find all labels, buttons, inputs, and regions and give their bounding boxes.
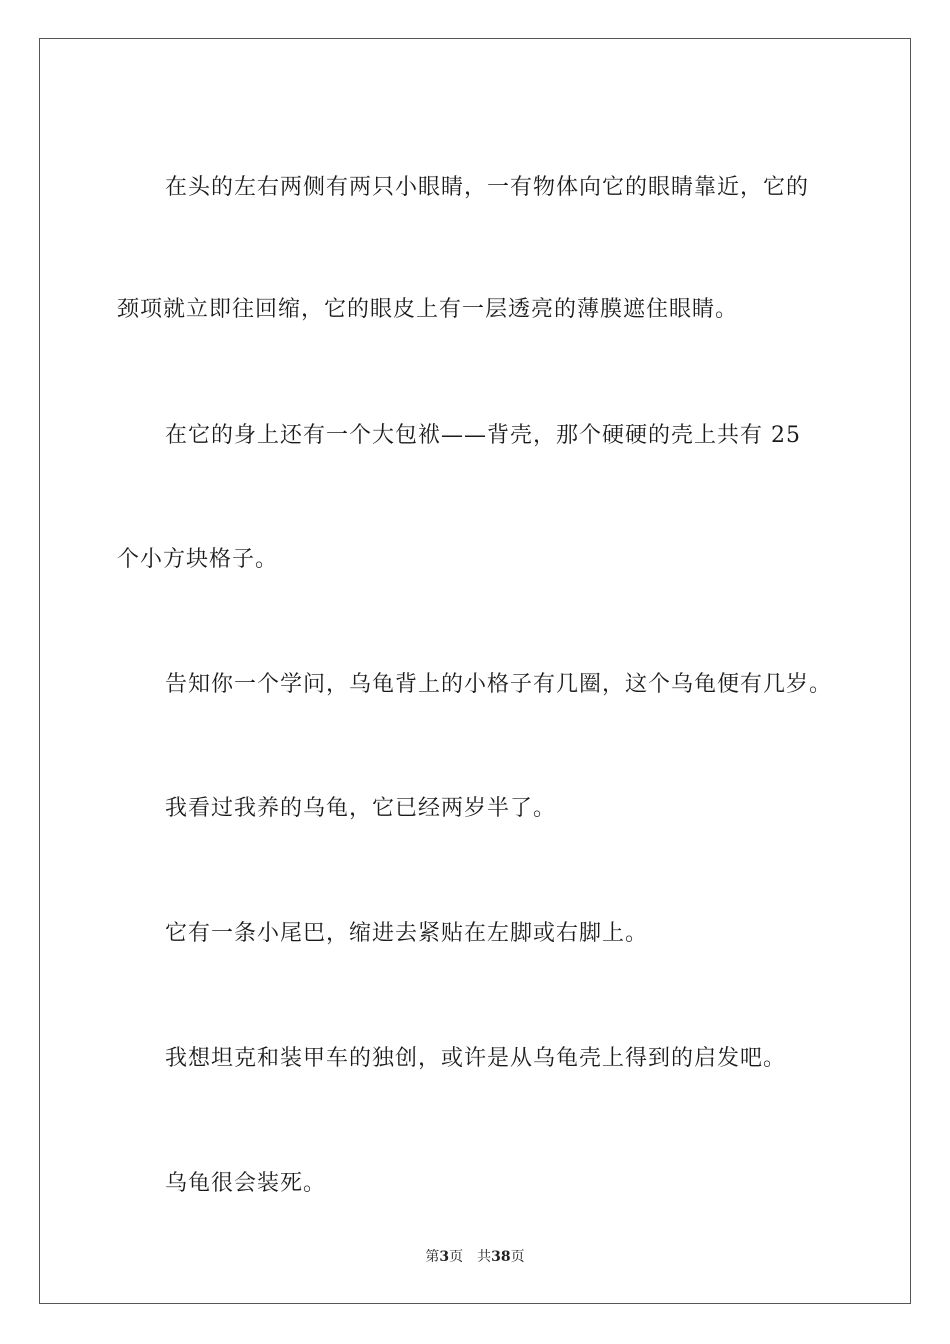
page-frame <box>39 38 911 1304</box>
paragraph-1-line-1: 在头的左右两侧有两只小眼睛，一有物体向它的眼睛靠近，它的 <box>165 175 810 200</box>
footer-page-prefix: 第 <box>425 1249 440 1265</box>
paragraph-2-line-2: 个小方块格子。 <box>117 547 279 572</box>
footer-total-pages: 38 <box>491 1249 511 1265</box>
footer-total-suffix: 页 <box>510 1249 525 1265</box>
page-footer <box>40 1248 910 1266</box>
footer-page-number: 3 <box>439 1249 450 1265</box>
paragraph-5-line-1: 它有一条小尾巴，缩进去紧贴在左脚或右脚上。 <box>165 921 649 946</box>
paragraph-7-line-1: 乌龟很会装死。 <box>165 1171 327 1196</box>
paragraph-1-line-2: 颈项就立即往回缩，它的眼皮上有一层透亮的薄膜遮住眼睛。 <box>117 297 739 322</box>
footer-page-suffix: 页 <box>449 1249 464 1265</box>
paragraph-3-line-1: 告知你一个学问，乌龟背上的小格子有几圈，这个乌龟便有几岁。 <box>165 672 833 697</box>
paragraph-4-line-1: 我看过我养的乌龟，它已经两岁半了。 <box>165 796 557 821</box>
paragraph-6-line-1: 我想坦克和装甲车的独创，或许是从乌龟壳上得到的启发吧。 <box>165 1046 787 1071</box>
paragraph-2-line-1: 在它的身上还有一个大包袱——背壳，那个硬硬的壳上共有 25 <box>165 423 801 448</box>
footer-total-prefix: 共 <box>477 1249 492 1265</box>
